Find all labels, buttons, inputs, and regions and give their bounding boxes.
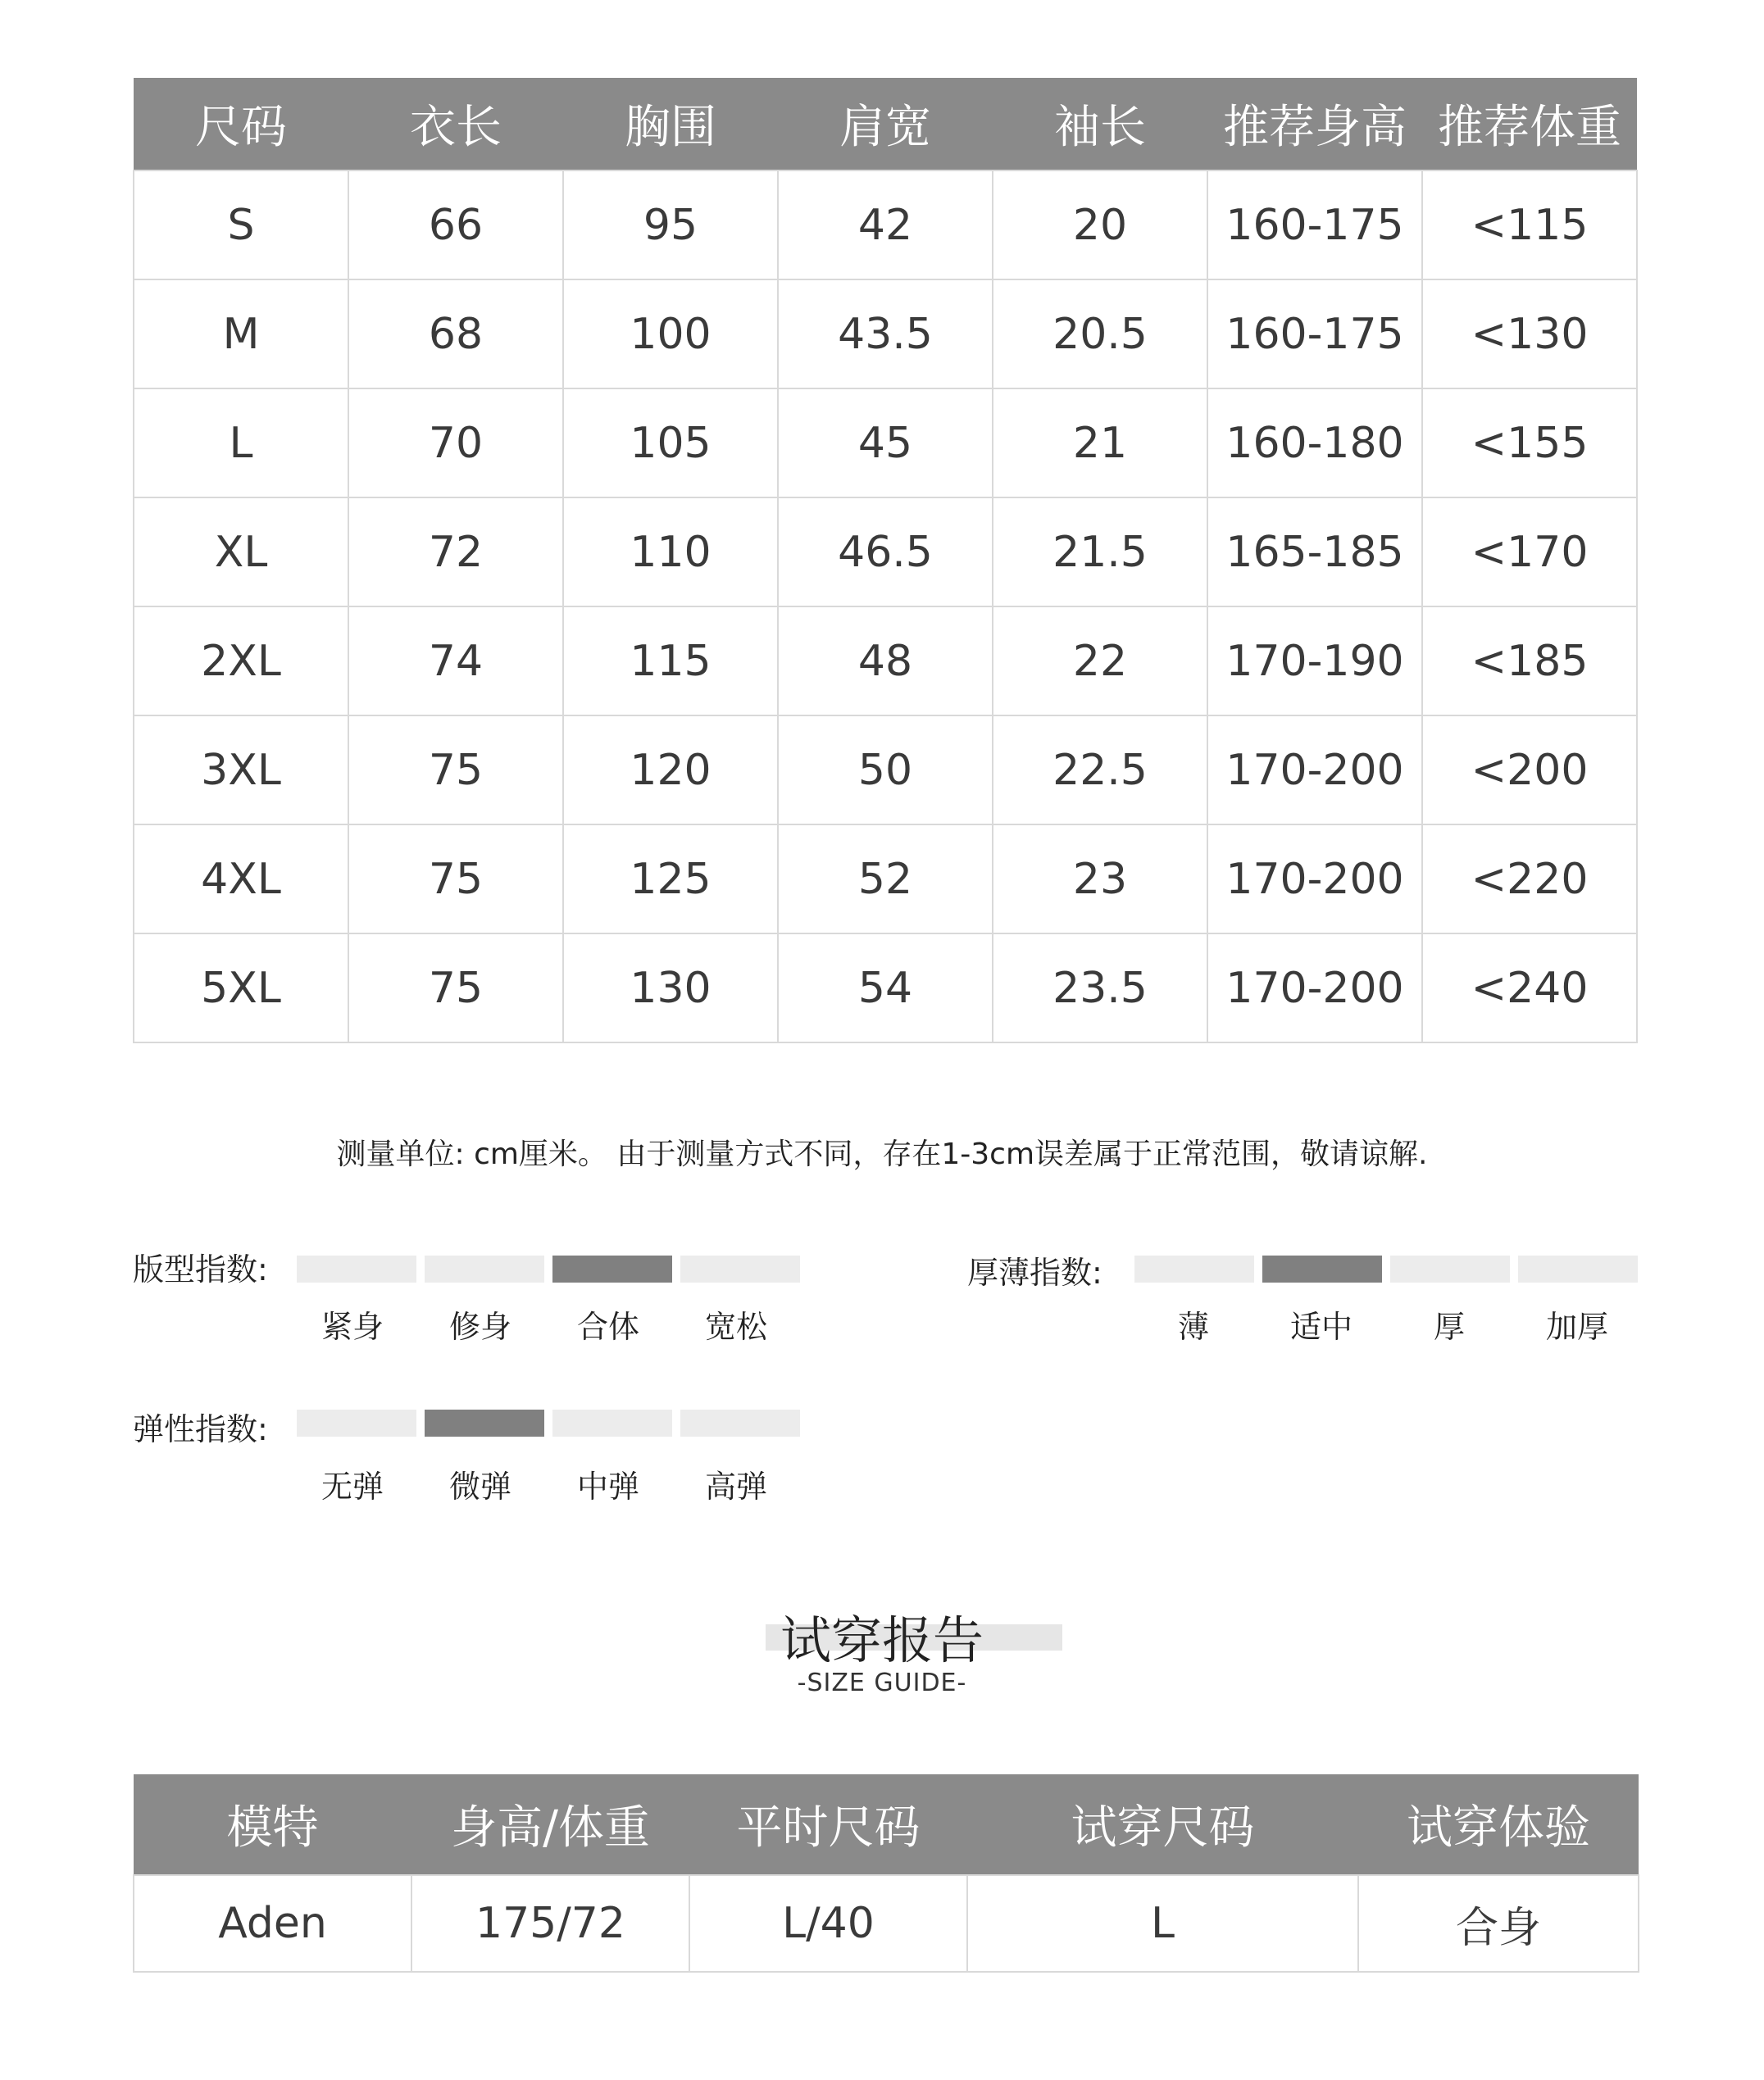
table-cell: <220 xyxy=(1422,824,1637,933)
thickness-index-bar-2 xyxy=(1262,1256,1382,1283)
table-cell: 23.5 xyxy=(993,933,1207,1042)
thickness-index-bar-4 xyxy=(1518,1256,1638,1283)
header-usual-size: 平时尺码 xyxy=(689,1774,967,1875)
header-rec-weight: 推荐体重 xyxy=(1422,78,1637,170)
table-row xyxy=(134,933,1637,1042)
fit-index-bar-1 xyxy=(297,1256,416,1283)
table-row xyxy=(134,279,1637,388)
table-cell: <155 xyxy=(1422,388,1637,497)
table-cell: 100 xyxy=(563,279,778,388)
table-cell: 175/72 xyxy=(411,1875,689,1972)
table-cell: 68 xyxy=(348,279,563,388)
table-cell: <185 xyxy=(1422,606,1637,715)
table-cell: 75 xyxy=(348,824,563,933)
elasticity-index-label: 弹性指数: xyxy=(133,1411,268,1447)
table-row xyxy=(134,170,1637,279)
fit-index-bar-2 xyxy=(425,1256,544,1283)
table-row xyxy=(134,1875,1639,1972)
table-cell: 66 xyxy=(348,170,563,279)
header-rec-height: 推荐身高 xyxy=(1207,78,1422,170)
table-cell: 23 xyxy=(993,824,1207,933)
header-tried-size: 试穿尺码 xyxy=(967,1774,1358,1875)
table-cell: 72 xyxy=(348,497,563,606)
fit-index-option: 宽松 xyxy=(704,1309,767,1345)
size-table xyxy=(133,78,1638,1043)
table-cell: 120 xyxy=(563,715,778,824)
table-cell: 105 xyxy=(563,388,778,497)
table-cell: 20 xyxy=(993,170,1207,279)
table-cell: 46.5 xyxy=(778,497,993,606)
table-cell: 2XL xyxy=(134,606,348,715)
table-cell: 170-200 xyxy=(1207,824,1422,933)
table-cell: 50 xyxy=(778,715,993,824)
table-cell: 21.5 xyxy=(993,497,1207,606)
report-title: 试穿报告 xyxy=(780,1610,984,1670)
fit-index-option: 修身 xyxy=(448,1309,511,1345)
table-cell: L xyxy=(134,388,348,497)
thickness-index-bar-1 xyxy=(1134,1256,1254,1283)
table-cell: 22.5 xyxy=(993,715,1207,824)
table-cell: L/40 xyxy=(689,1875,967,1972)
table-cell: 22 xyxy=(993,606,1207,715)
table-row xyxy=(134,497,1637,606)
elasticity-index-bar-2 xyxy=(425,1410,544,1437)
thickness-index-bar-3 xyxy=(1390,1256,1510,1283)
table-cell: M xyxy=(134,279,348,388)
table-cell: 42 xyxy=(778,170,993,279)
elasticity-index-option: 微弹 xyxy=(448,1469,511,1505)
fit-index-option: 合体 xyxy=(576,1309,639,1345)
thickness-index-option: 薄 xyxy=(1177,1309,1209,1345)
table-row xyxy=(134,606,1637,715)
elasticity-index-option: 高弹 xyxy=(704,1469,767,1505)
header-chest: 胸围 xyxy=(563,78,778,170)
table-cell: 70 xyxy=(348,388,563,497)
size-table-header xyxy=(134,78,1637,170)
thickness-index-option: 加厚 xyxy=(1545,1309,1608,1345)
elasticity-index-option: 无弹 xyxy=(321,1469,384,1505)
model-table xyxy=(133,1774,1639,1973)
table-cell: 160-180 xyxy=(1207,388,1422,497)
thickness-index-option: 厚 xyxy=(1433,1309,1465,1345)
elasticity-index-option: 中弹 xyxy=(576,1469,639,1505)
header-shoulder: 肩宽 xyxy=(778,78,993,170)
header-model: 模特 xyxy=(134,1774,411,1875)
fit-index-option: 紧身 xyxy=(321,1309,384,1345)
table-cell: 170-200 xyxy=(1207,933,1422,1042)
table-cell: 160-175 xyxy=(1207,279,1422,388)
table-cell: 115 xyxy=(563,606,778,715)
elasticity-index-bar-1 xyxy=(297,1410,416,1437)
table-cell: <170 xyxy=(1422,497,1637,606)
header-height-weight: 身高/体重 xyxy=(411,1774,689,1875)
header-experience: 试穿体验 xyxy=(1358,1774,1639,1875)
fit-index-bar-3 xyxy=(552,1256,672,1283)
table-cell: <115 xyxy=(1422,170,1637,279)
table-cell: <240 xyxy=(1422,933,1637,1042)
table-cell: 4XL xyxy=(134,824,348,933)
table-cell: 125 xyxy=(563,824,778,933)
table-cell: 43.5 xyxy=(778,279,993,388)
table-cell: L xyxy=(967,1875,1358,1972)
fit-index-options xyxy=(289,1301,800,1347)
header-length: 衣长 xyxy=(348,78,563,170)
table-cell: 5XL xyxy=(134,933,348,1042)
table-cell: 170-190 xyxy=(1207,606,1422,715)
elasticity-index-bar-4 xyxy=(680,1410,800,1437)
table-cell: 75 xyxy=(348,715,563,824)
table-cell: 165-185 xyxy=(1207,497,1422,606)
elasticity-index-bars xyxy=(297,1410,808,1437)
table-cell: 130 xyxy=(563,933,778,1042)
header-sleeve: 袖长 xyxy=(993,78,1207,170)
fit-index-label: 版型指数: xyxy=(133,1251,268,1288)
header-size: 尺码 xyxy=(134,78,348,170)
table-cell: 21 xyxy=(993,388,1207,497)
thickness-index-bars xyxy=(1134,1256,1646,1283)
table-cell: <130 xyxy=(1422,279,1637,388)
thickness-index-label: 厚薄指数: xyxy=(967,1255,1102,1291)
table-cell: XL xyxy=(134,497,348,606)
table-row xyxy=(134,388,1637,497)
table-cell: S xyxy=(134,170,348,279)
table-cell: 110 xyxy=(563,497,778,606)
table-cell: 48 xyxy=(778,606,993,715)
model-table-body xyxy=(134,1875,1639,1972)
fit-index-bar-4 xyxy=(680,1256,800,1283)
table-cell: 54 xyxy=(778,933,993,1042)
fit-index-bars xyxy=(297,1256,808,1283)
table-cell: 74 xyxy=(348,606,563,715)
table-cell: Aden xyxy=(134,1875,411,1972)
table-cell: 75 xyxy=(348,933,563,1042)
table-cell: 45 xyxy=(778,388,993,497)
table-cell: 20.5 xyxy=(993,279,1207,388)
model-table-header xyxy=(134,1774,1639,1875)
table-cell: 95 xyxy=(563,170,778,279)
table-cell: 52 xyxy=(778,824,993,933)
table-cell: 合身 xyxy=(1358,1875,1639,1972)
elasticity-index-bar-3 xyxy=(552,1410,672,1437)
size-table-body xyxy=(134,170,1637,1042)
table-row xyxy=(134,715,1637,824)
thickness-index-options xyxy=(1130,1301,1641,1347)
thickness-index-option: 适中 xyxy=(1289,1309,1353,1345)
table-cell: 3XL xyxy=(134,715,348,824)
elasticity-index-options xyxy=(289,1461,800,1506)
table-cell: <200 xyxy=(1422,715,1637,824)
table-row xyxy=(134,824,1637,933)
measurement-note: 测量单位: cm厘米。 由于测量方式不同，存在1-3cm误差属于正常范围，敬请谅解. xyxy=(336,1138,1428,1171)
table-cell: 160-175 xyxy=(1207,170,1422,279)
report-subtitle: -SIZE GUIDE- xyxy=(797,1669,967,1697)
table-cell: 170-200 xyxy=(1207,715,1422,824)
